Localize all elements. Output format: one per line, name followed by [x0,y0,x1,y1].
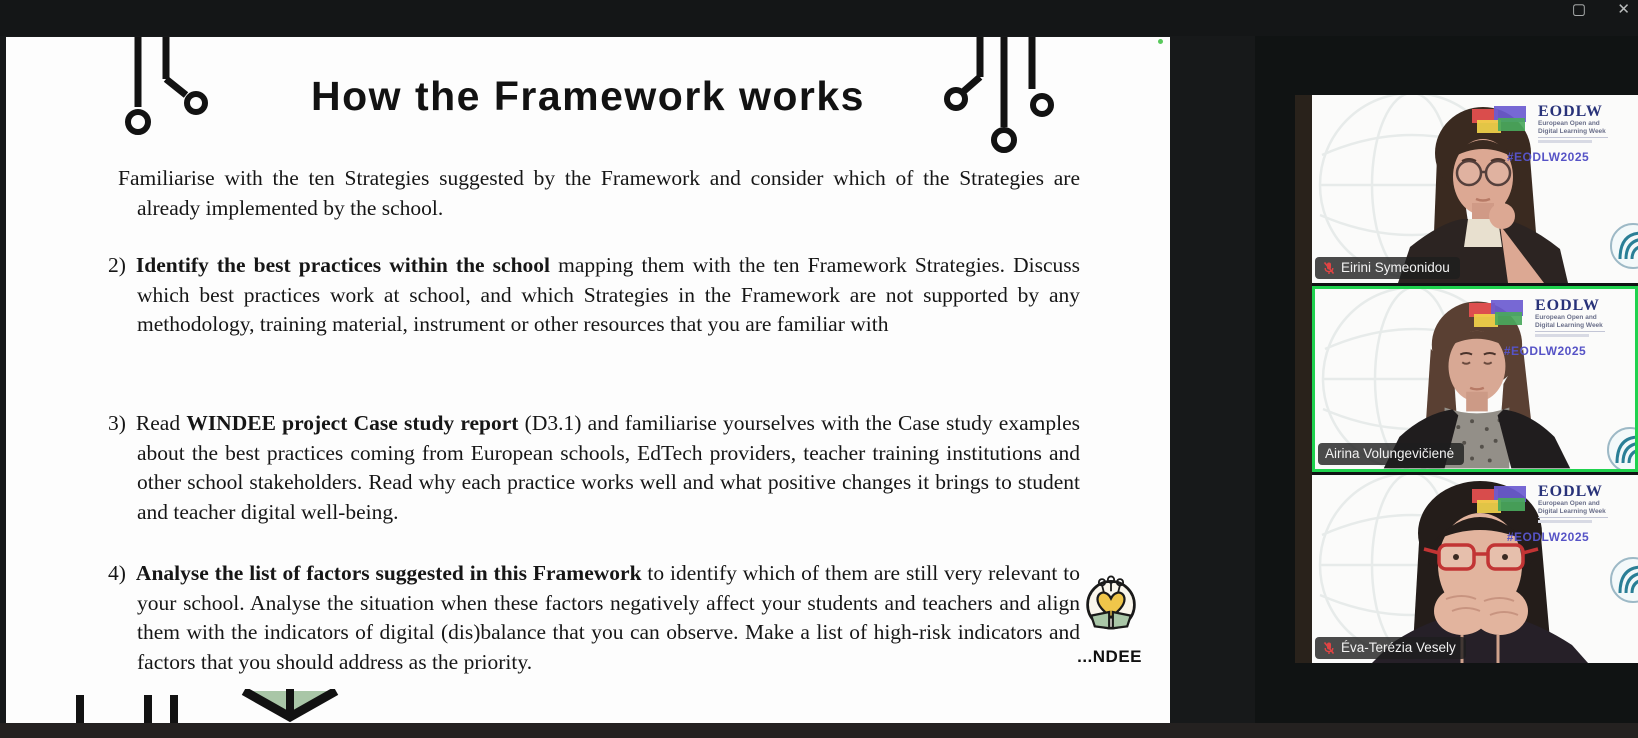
maximize-icon[interactable]: ▢ [1571,1,1586,18]
participant-name: Airina Volungevičienė [1325,446,1455,461]
eodlw-branding [1468,483,1628,544]
eodlw-subtitle-1: European Open and [1535,314,1597,321]
participant-tile-airina[interactable] [1312,286,1638,472]
participant-tile-eirini[interactable] [1312,95,1638,283]
participant-name-badge [1318,443,1464,465]
close-icon[interactable]: ✕ [1617,1,1630,18]
participant-tile-eva[interactable] [1312,475,1638,663]
eodlw-wordmark: EODLW [1538,483,1603,500]
panel-edge-strip [1295,95,1312,663]
eodlw-divider [1538,137,1608,138]
slide-item-2: 2) Identify the best practices within the school mapping them with the ten Framework Strategies. Discuss which best practices work at school, and which Strategies in the Framework are not supported by any methodology, training material, instrument or other resources that you are familiar with [108,253,1081,336]
eodlw-logo-icon [1465,297,1531,335]
eodlw-wordmark: EODLW [1538,103,1603,120]
eodlw-subtitle-2: Digital Learning Week [1535,321,1603,329]
eodlw-hashtag: #EODLW2025 [1503,344,1587,358]
screenshare-active-dot [1158,39,1163,44]
participant-name: Éva-Terézia Vesely [1341,640,1456,655]
windee-caption: ...NDEE [1077,647,1142,666]
eodlw-organiser-line [1538,520,1592,523]
muted-mic-icon [1322,641,1336,655]
slide-item-4: 4) Analyse the list of factors suggested in this Framework to identify which of them are still very relevant to your school. Analyse the situation when these factors negatively affect your students and teachers and align them with the indicators of digital (dis)balance that you can observe. Make a list of high-risk indicators and factors that you should address as the priority. [108,561,1080,674]
eodlw-branding [1465,297,1625,358]
eodlw-logo-icon [1468,483,1534,521]
participant-name-badge [1315,637,1466,659]
muted-mic-icon [1322,261,1336,275]
circuit-decoration-bottom [64,689,404,723]
eodlw-hashtag: #EODLW2025 [1506,150,1590,164]
eodlw-organiser-line [1535,334,1589,337]
eodlw-hashtag: #EODLW2025 [1506,530,1590,544]
eodlw-divider [1538,517,1608,518]
window-bottom-strip [0,723,1638,738]
eodlw-subtitle-2: Digital Learning Week [1538,127,1606,135]
participant-name-badge [1315,257,1460,279]
eodlw-subtitle-1: European Open and [1538,500,1600,507]
windee-logo-icon [1084,574,1138,632]
participant-name: Eirini Symeonidou [1341,260,1450,275]
eodlw-logo-icon [1468,103,1534,141]
eodlw-subtitle-1: European Open and [1538,120,1600,127]
eodlw-divider [1535,331,1605,332]
shared-slide [6,37,1170,723]
eodlw-subtitle-2: Digital Learning Week [1538,507,1606,515]
slide-item-3: 3) Read WINDEE project Case study report (D3.1) and familiarise yourselves with the Case study examples about the best practices coming from European schools, EdTech providers, teacher training institutions and other school stakeholders. Read why each practice works well and what positive changes it brings to student and teacher digital well-being. [108,411,1080,524]
eodlw-branding [1468,103,1628,164]
slide-title: How the Framework works [311,73,865,119]
slide-item-1: Familiarise with the ten Strategies suggested by the Framework and consider which of the Strategies are already implemented by the school. [118,166,1080,220]
window-titlebar [0,0,1638,36]
eodlw-organiser-line [1538,140,1592,143]
eodlw-wordmark: EODLW [1535,297,1600,314]
